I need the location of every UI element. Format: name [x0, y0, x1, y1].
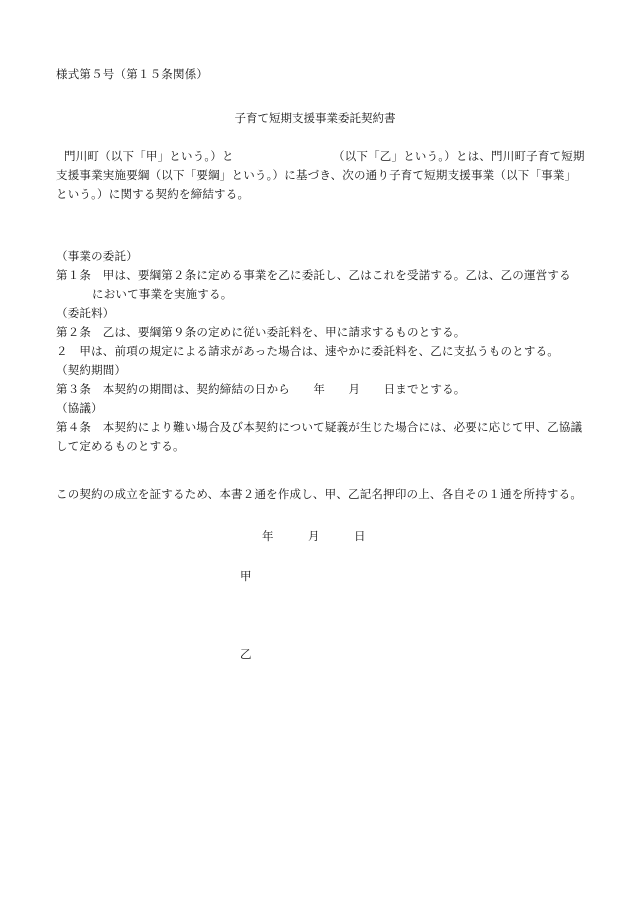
preamble-line-1-left: 門川町（以下「甲」という。）と — [64, 149, 234, 163]
article-2-line-2: ２ 甲は、前項の規定による請求があった場合は、速やかに委託料を、乙に支払うものとする。 — [56, 344, 559, 358]
article-1-line-2: において事業を実施する。 — [92, 287, 233, 301]
form-header: 様式第５号（第１５条関係） — [56, 67, 209, 81]
closing-statement: この契約の成立を証するため、本書２通を作成し、甲、乙記名押印の上、各自その１通を所持する。 — [56, 487, 583, 501]
party-b-label: 乙 — [240, 647, 252, 661]
article-1-heading: （事業の委託） — [56, 249, 138, 263]
article-4-line-2: して定めるものとする。 — [56, 439, 185, 453]
date-line: 年 月 日 — [262, 529, 366, 543]
article-1-line-1: 第１条 甲は、要綱第２条に定める事業を乙に委託し、乙はこれを受諾する。乙は、乙の運営する — [56, 268, 571, 282]
article-2-line-1: 第２条 乙は、要綱第９条の定めに従い委託料を、甲に請求するものとする。 — [56, 325, 466, 339]
preamble-line-2: 支援事業実施要綱（以下「要綱」という。）に基づき、次の通り子育て短期支援事業（以下「事業」 — [56, 168, 577, 182]
article-2-heading: （委託料） — [56, 306, 115, 320]
article-4-line-1: 第４条 本契約により難い場合及び本契約について疑義が生じた場合には、必要に応じて甲、乙協議 — [56, 420, 583, 434]
article-4-heading: （協議） — [56, 401, 103, 415]
preamble-line-3: という。）に関する契約を締結する。 — [56, 187, 250, 201]
article-3-line-1: 第３条 本契約の期間は、契約締結の日から 年 月 日までとする。 — [56, 382, 466, 396]
party-a-label: 甲 — [240, 569, 252, 583]
article-3-heading: （契約期間） — [56, 363, 127, 377]
document-title: 子育て短期支援事業委託契約書 — [234, 111, 396, 125]
preamble-line-1-right: （以下「乙」という。）とは、門川町子育て短期 — [333, 149, 585, 163]
